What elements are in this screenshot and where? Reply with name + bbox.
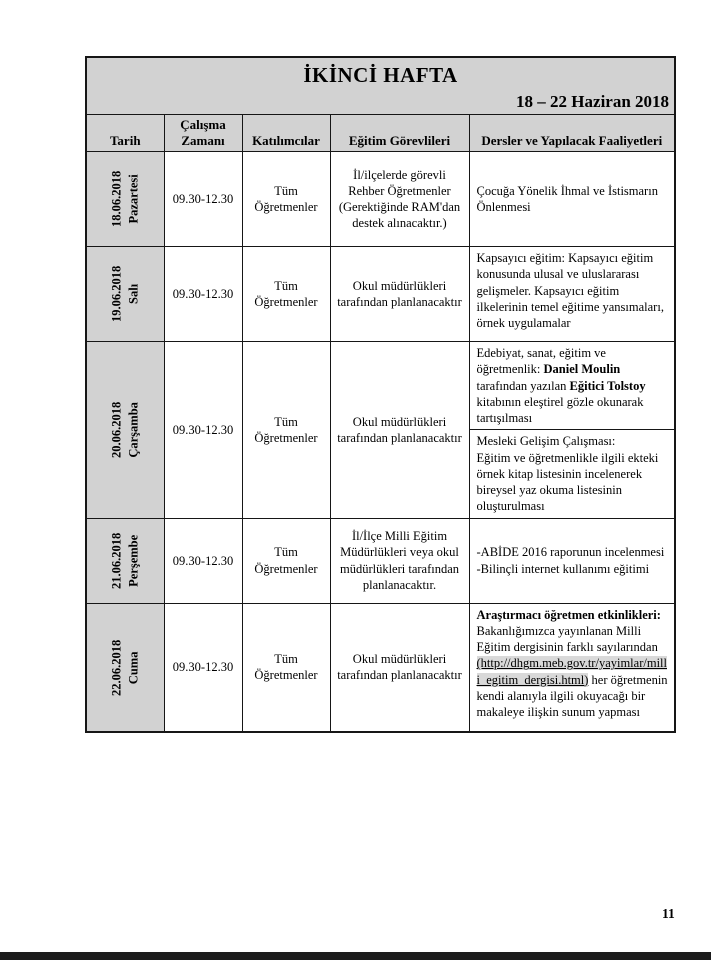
trainers-cell: Okul müdürlükleri tarafından planlanacaktır bbox=[330, 247, 469, 342]
trainers-cell: İl/İlçe Milli Eğitim Müdürlükleri veya okul müdürlükleri tarafından planlanacaktır. bbox=[330, 518, 469, 603]
activities-cell-top bbox=[469, 342, 675, 430]
activity-title: Mesleki Gelişim Çalışması: bbox=[476, 434, 616, 449]
rotated-date-wrapper bbox=[87, 247, 164, 341]
activity-text: Edebiyat, sanat, eğitim ve öğretmenlik: bbox=[476, 346, 606, 377]
page-number: 11 bbox=[662, 906, 675, 921]
bottom-bar bbox=[0, 952, 711, 960]
date-label: 22.06.2018 bbox=[109, 639, 124, 696]
date-cell-thursday bbox=[86, 518, 164, 603]
participants-cell: Tüm Öğretmenler bbox=[242, 603, 330, 732]
date-label: 21.06.2018 bbox=[109, 532, 124, 589]
time-cell: 09.30-12.30 bbox=[164, 603, 242, 732]
table-row-monday bbox=[86, 152, 675, 247]
rotated-date-wrapper bbox=[87, 342, 164, 518]
day-label: Cuma bbox=[126, 651, 141, 684]
time-cell: 09.30-12.30 bbox=[164, 342, 242, 519]
table-title-band bbox=[86, 57, 675, 115]
day-label: Çarşamba bbox=[126, 402, 141, 458]
activities-cell: Kapsayıcı eğitim: Kapsayıcı eğitim konusunda ulusal ve uluslararası gelişmeler. Kapsayıcı eğitim ilkelerinin temel eğitime yansımaları, örnek uygulamalar bbox=[469, 247, 675, 342]
col-header-egitim-gorevlileri: Eğitim Görevlileri bbox=[330, 115, 469, 152]
date-label: 18.06.2018 bbox=[109, 171, 124, 228]
date-cell-friday bbox=[86, 603, 164, 732]
time-cell: 09.30-12.30 bbox=[164, 247, 242, 342]
date-label: 20.06.2018 bbox=[109, 401, 124, 459]
activities-cell-bottom bbox=[469, 430, 675, 518]
day-label: Salı bbox=[126, 284, 141, 305]
activity-line: -ABİDE 2016 raporunun incelenmesi bbox=[476, 545, 665, 560]
activity-title: Araştırmacı öğretmen etkinlikleri: bbox=[476, 607, 661, 622]
trainers-cell: Okul müdürlükleri tarafından planlanacaktır bbox=[330, 342, 469, 519]
trainers-cell: Okul müdürlükleri tarafından planlanacaktır bbox=[330, 603, 469, 732]
day-label: Perşembe bbox=[126, 534, 141, 587]
table-row-tuesday bbox=[86, 247, 675, 342]
participants-cell: Tüm Öğretmenler bbox=[242, 152, 330, 247]
participants-cell: Tüm Öğretmenler bbox=[242, 518, 330, 603]
date-cell-monday bbox=[86, 152, 164, 247]
rotated-date-wrapper bbox=[87, 604, 164, 732]
activity-text: Bakanlığımızca yayınlanan Milli Eğitim dergisinin farklı sayılarından bbox=[476, 623, 658, 655]
activities-cell: Çocuğa Yönelik İhmal ve İstismarın Önlenmesi bbox=[469, 152, 675, 247]
participants-cell: Tüm Öğretmenler bbox=[242, 247, 330, 342]
date-cell-wednesday bbox=[86, 342, 164, 519]
activity-bold-book: Eğitici Tolstoy bbox=[569, 378, 646, 393]
participants-cell: Tüm Öğretmenler bbox=[242, 342, 330, 519]
milli-egitim-dergisi-link[interactable]: (http://dhgm.meb.gov.tr/yayimlar/milli_egitim_dergisi.html) bbox=[476, 656, 667, 687]
col-header-tarih: Tarih bbox=[86, 115, 164, 152]
activity-line: -Bilinçli internet kullanımı eğitimi bbox=[476, 561, 650, 576]
activity-text: Eğitim ve öğretmenlikle ilgili ekteki örnek kitap listesinin incelenerek bireysel yaz okuma listesinin oluşturulması bbox=[476, 450, 659, 514]
time-cell: 09.30-12.30 bbox=[164, 152, 242, 247]
rotated-date-wrapper bbox=[87, 519, 164, 603]
col-header-calisma-zamani: Çalışma Zamanı bbox=[164, 115, 242, 152]
rotated-date-wrapper bbox=[87, 152, 164, 246]
date-cell-tuesday bbox=[86, 247, 164, 342]
activity-bold-author: Daniel Moulin bbox=[543, 362, 621, 377]
col-header-katilimcilar: Katılımcılar bbox=[242, 115, 330, 152]
table-title: İKİNCİ HAFTA bbox=[303, 63, 458, 87]
table-row-friday bbox=[86, 603, 675, 732]
activity-text: tarafından yazılan bbox=[476, 378, 570, 393]
trainers-cell: İl/ilçelerde görevli Rehber Öğretmenler (Gerektiğinde RAM'dan destek alınacaktır.) bbox=[330, 152, 469, 247]
table-row-wednesday bbox=[86, 342, 675, 430]
activities-cell bbox=[469, 518, 675, 603]
table-row-thursday bbox=[86, 518, 675, 603]
activity-text: her öğretmenin kendi alanıyla ilgili okuyacağı bir makaleye ilişkin sunum yapması bbox=[476, 672, 668, 720]
table-subtitle: 18 – 22 Haziran 2018 bbox=[516, 92, 670, 111]
schedule-table bbox=[85, 56, 676, 733]
col-header-dersler-faaliyetler: Dersler ve Yapılacak Faaliyetleri bbox=[469, 115, 675, 152]
activity-text: kitabının eleştirel gözle okunarak tartışılması bbox=[476, 394, 644, 426]
date-label: 19.06.2018 bbox=[109, 266, 124, 323]
time-cell: 09.30-12.30 bbox=[164, 518, 242, 603]
activities-cell bbox=[469, 603, 675, 732]
day-label: Pazartesi bbox=[126, 174, 141, 224]
